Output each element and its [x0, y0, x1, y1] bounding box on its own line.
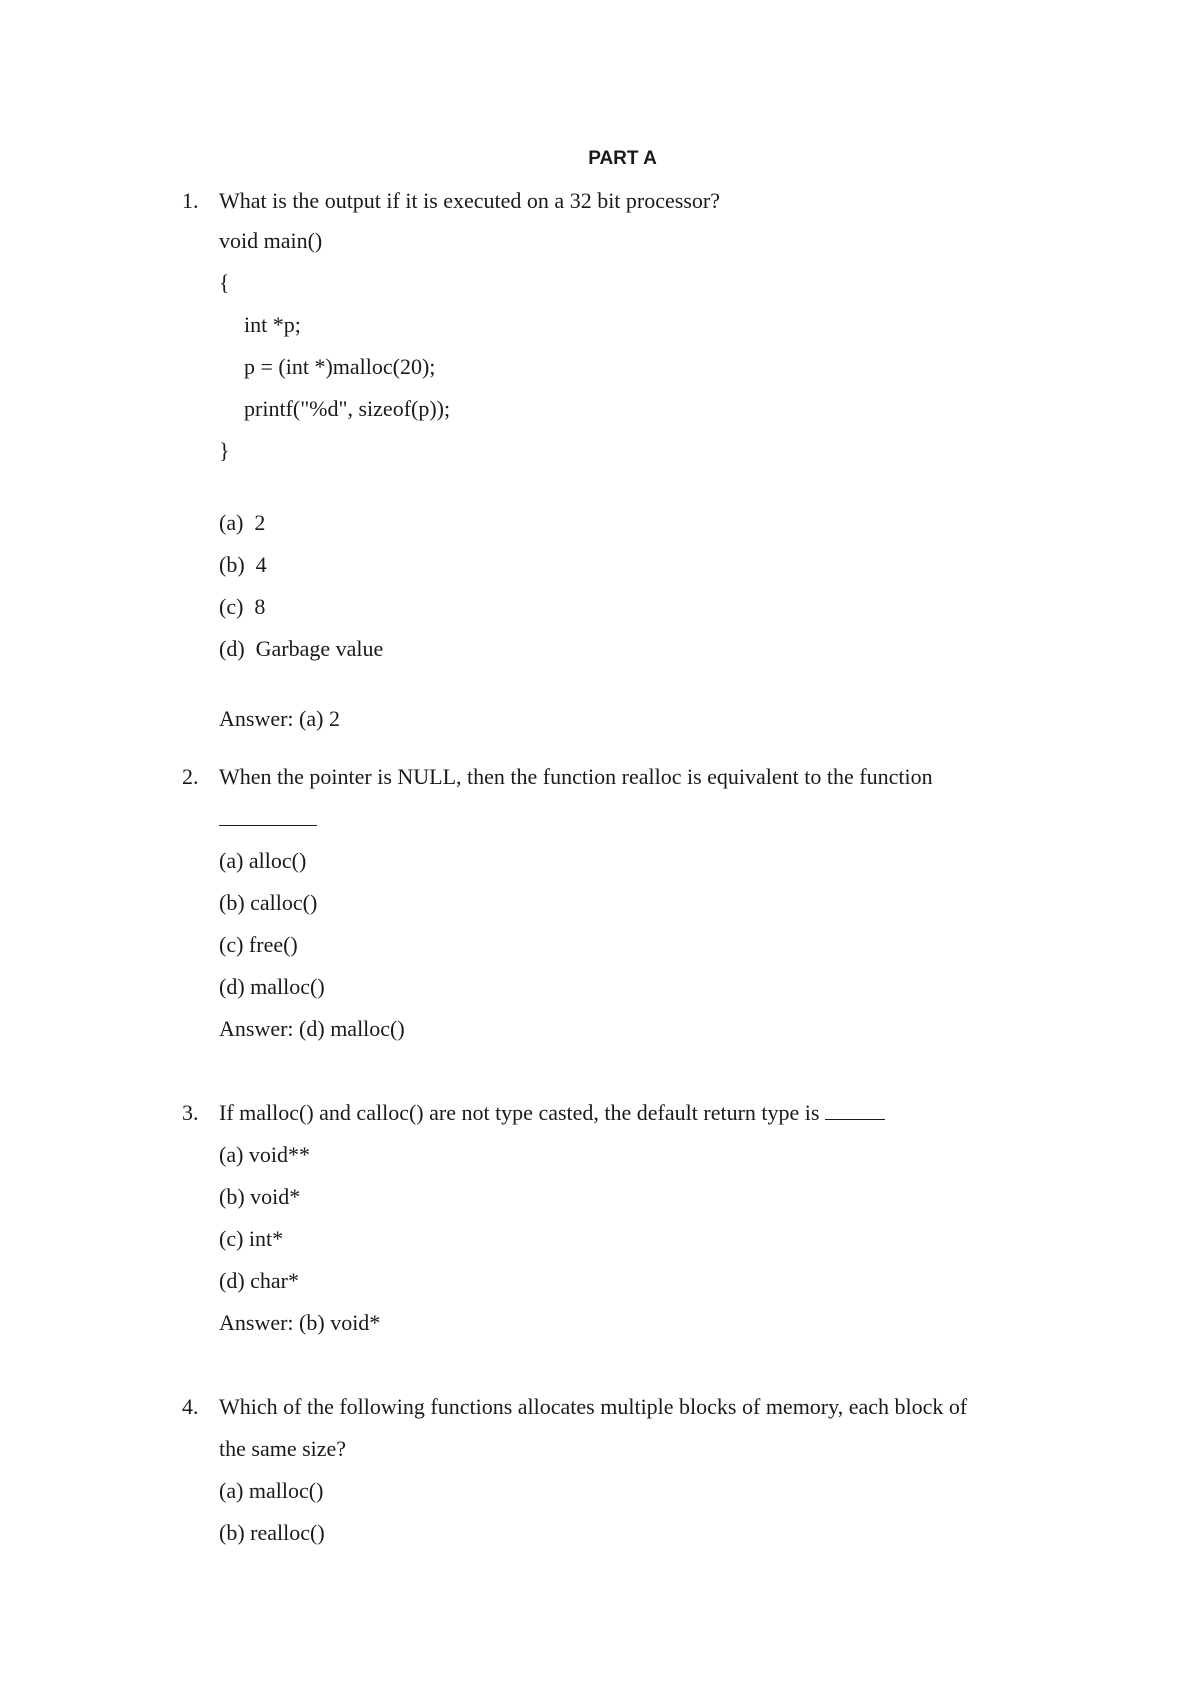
option-d: (d) char*: [219, 1268, 300, 1293]
option-d: (d) Garbage value: [219, 636, 384, 661]
option-c: (c) int*: [219, 1226, 284, 1251]
option-d: (d) malloc(): [219, 974, 325, 999]
question-text-line: [219, 1100, 885, 1126]
question-number: 2.: [182, 764, 199, 789]
question-text-line-1: Which of the following functions allocates multiple blocks of memory, each block of: [219, 1394, 968, 1419]
option-a: (a) alloc(): [219, 848, 307, 873]
section-heading: PART A: [588, 148, 657, 169]
code-line: int *p;: [244, 312, 301, 337]
question-text: If malloc() and calloc() are not type casted, the default return type is: [219, 1100, 820, 1125]
option-b: (b) realloc(): [219, 1520, 325, 1545]
option-b: (b) calloc(): [219, 890, 318, 915]
code-line: }: [219, 438, 230, 463]
answer-blank: [825, 1101, 885, 1120]
answer-blank: [219, 806, 317, 832]
option-a: (a) 2: [219, 510, 266, 535]
answer: Answer: (b) void*: [219, 1310, 381, 1335]
option-b: (b) void*: [219, 1184, 301, 1209]
question-text: What is the output if it is executed on a 32 bit processor?: [219, 188, 720, 213]
code-line: {: [219, 270, 230, 295]
answer: Answer: (a) 2: [219, 706, 340, 731]
option-a: (a) malloc(): [219, 1478, 324, 1503]
question-number: 3.: [182, 1100, 199, 1125]
answer: Answer: (d) malloc(): [219, 1016, 405, 1041]
code-line: printf("%d", sizeof(p));: [244, 396, 451, 421]
code-line: p = (int *)malloc(20);: [244, 354, 436, 379]
question-text: When the pointer is NULL, then the function realloc is equivalent to the function: [219, 764, 933, 789]
question-number: 1.: [182, 188, 199, 213]
option-c: (c) 8: [219, 594, 266, 619]
question-text-line-2: the same size?: [219, 1436, 347, 1461]
option-a: (a) void**: [219, 1142, 311, 1167]
code-line: void main(): [219, 228, 323, 253]
option-b: (b) 4: [219, 552, 267, 577]
question-number: 4.: [182, 1394, 199, 1419]
option-c: (c) free(): [219, 932, 298, 957]
